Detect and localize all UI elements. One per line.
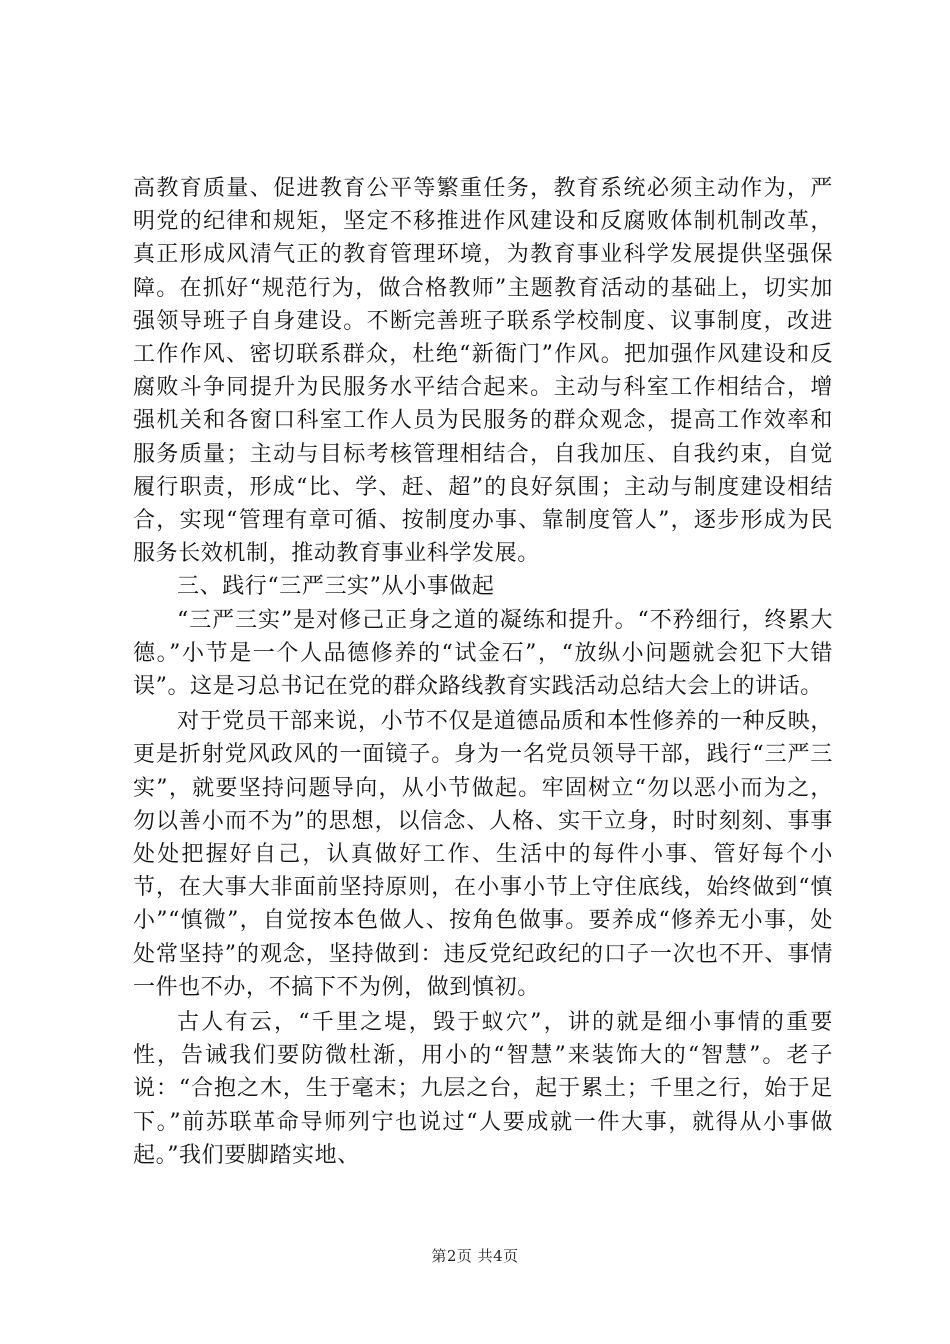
paragraph: “三严三实”是对修己正身之道的凝练和提升。“不矜细行，终累大德。”小节是一个人品德修养的“试金石”，“放纵小问题就会犯下大错误”。这是习总书记在党的群众路线教育实践活动总结大会上的讲话。 (133, 607, 833, 700)
document-body (133, 172, 833, 1172)
paragraph: 古人有云，“千里之堤，毁于蚁穴”，讲的就是细小事情的重要性，告诫我们要防微杜渐，用小的“智慧”来装饰大的“智慧”。老子说：“合抱之木，生于毫末；九层之台，起于累土；千里之行，始于足下。”前苏联革命导师列宁也说过“人要成就一件大事，就得从小事做起。”我们要脚踏实地、 (133, 1010, 833, 1168)
paragraph: 对于党员干部来说，小节不仅是道德品质和本性修养的一种反映，更是折射党风政风的一面镜子。身为一名党员领导干部，践行“三严三实”，就要坚持问题导向，从小节做起。牢固树立“勿以恶小而为之，勿以善小而不为”的思想，以信念、人格、实干立身，时时刻刻、事事处处把握好自己，认真做好工作、生活中的每件小事、管好每个小节，在大事大非面前坚持原则，在小事小节上守住底线，始终做到“慎小”“慎微”，自觉按本色做人、按角色做事。要养成“修养无小事，处处常坚持”的观念，坚持做到：违反党纪政纪的口子一次也不开、事情一件也不办，不搞下不为例，做到慎初。 (133, 709, 833, 1000)
page-footer: 第2页 共4页 (431, 1247, 519, 1265)
paragraph-continued: 高教育质量、促进教育公平等繁重任务，教育系统必须主动作为，严明党的纪律和规矩，坚定不移推进作风建设和反腐败体制机制改革，真正形成风清气正的教育管理环境，为教育事业科学发展提供坚强保障。在抓好“规范行为，做合格教师”主题教育活动的基础上，切实加强领导班子自身建设。不断完善班子联系学校制度、议事制度，改进工作作风、密切联系群众，杜绝“新衙门”作风。把加强作风建设和反腐败斗争同提升为民服务水平结合起来。主动与科室工作相结合，增强机关和各窗口科室工作人员为民服务的群众观念，提高工作效率和服务质量；主动与目标考核管理相结合，自我加压、自我约束，自觉履行职责，形成“比、学、赶、超”的良好氛围；主动与制度建设相结合，实现“管理有章可循、按制度办事、靠制度管人”，逐步形成为民服务长效机制，推动教育事业科学发展。 (133, 176, 833, 567)
section-heading: 三、践行“三严三实”从小事做起 (177, 574, 495, 600)
